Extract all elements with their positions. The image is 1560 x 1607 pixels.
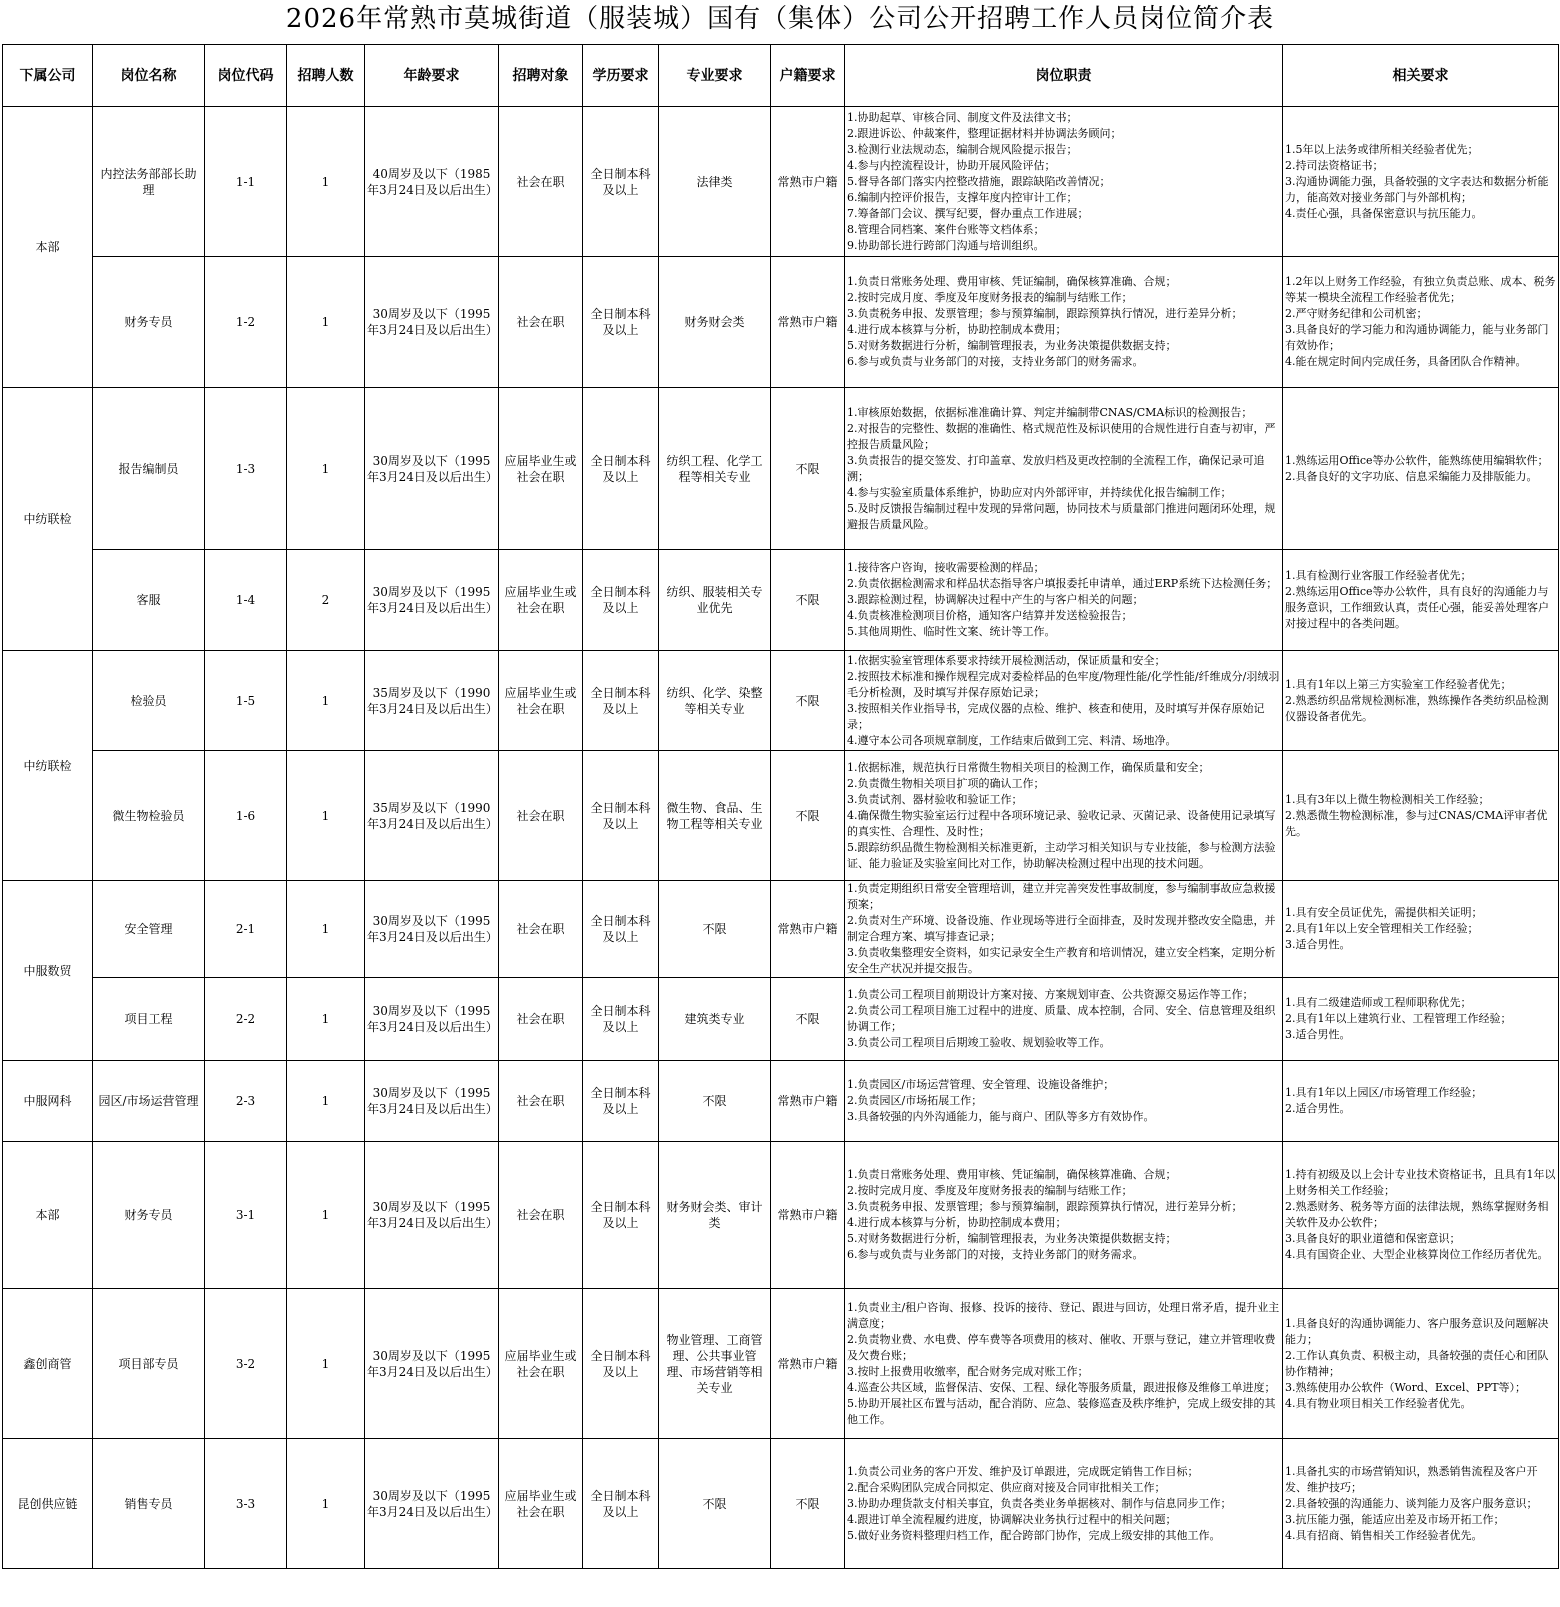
hukou-cell: [771, 1061, 845, 1142]
position-name-cell-text: 内控法务部部长助理: [100, 166, 197, 197]
position-name-cell-text: 微生物检验员: [112, 808, 185, 823]
recruit-target-cell: [499, 978, 583, 1061]
recruit-target-cell: [499, 751, 583, 881]
age-requirement-cell-text: 40周岁及以下（1985年3月24日及以后出生）: [367, 166, 498, 197]
recruit-target-cell-text: 社会在职: [516, 1012, 565, 1026]
age-requirement-cell: [365, 881, 499, 978]
hukou-cell: [771, 881, 845, 978]
recruit-target-cell-text: 社会在职: [516, 1094, 565, 1108]
hukou-cell: [771, 388, 845, 550]
position-code-cell: [205, 107, 287, 257]
requirements-cell-text: 1.具有检测行业客服工作经验者优先； 2.熟练运用Office等办公软件，具有良好的沟通能力与服务意识，工作细致认真，责任心强，能妥善处理客户对接过程中的各类问题。: [1285, 569, 1549, 630]
position-code-cell: [205, 1061, 287, 1142]
headcount-cell-text: 1: [321, 174, 330, 189]
headcount-cell-text: 1: [321, 1208, 330, 1222]
major-cell: [659, 1142, 771, 1289]
recruit-target-cell: [499, 651, 583, 751]
age-requirement-cell: [365, 550, 499, 651]
duties-cell: [845, 257, 1283, 388]
position-code-cell: [205, 1439, 287, 1569]
hukou-cell-text: 不限: [795, 1496, 820, 1511]
position-name-cell-text: 项目部专员: [118, 1356, 179, 1371]
age-requirement-cell-text: 30周岁及以下（1995年3月24日及以后出生）: [367, 914, 498, 944]
headcount-cell: [287, 550, 365, 651]
position-code-cell-text: 2-2: [235, 1012, 256, 1026]
position-name-cell: [93, 751, 205, 881]
position-name-cell: [93, 388, 205, 550]
position-name-cell-text: 销售专员: [124, 1496, 173, 1511]
major-cell-text: 财务财会类: [684, 315, 745, 329]
recruit-target-cell-text: 应届毕业生或社会在职: [504, 1488, 577, 1519]
hukou-cell-text: 常熟市户籍: [777, 315, 838, 329]
requirements-cell: [1283, 881, 1559, 978]
requirements-cell-text: 1.2年以上财务工作经验，有独立负责总账、成本、税务等某一模块全流程工作经验者优先； 2.严守财务纪律和公司机密； 3.具备良好的学习能力和沟通协调能力，能与业务部门有效协作； 4.能在规定时间内完成任务，具备团队合作精神。: [1285, 275, 1556, 368]
age-requirement-cell: [365, 1061, 499, 1142]
major-cell: [659, 257, 771, 388]
column-header: 户籍要求: [771, 45, 845, 107]
headcount-cell: [287, 881, 365, 978]
hukou-cell: [771, 550, 845, 651]
company-cell: [3, 388, 93, 651]
age-requirement-cell-text: 30周岁及以下（1995年3月24日及以后出生）: [367, 1488, 498, 1519]
position-name-cell: [93, 550, 205, 651]
headcount-cell: [287, 1439, 365, 1569]
education-cell: [583, 978, 659, 1061]
education-cell-text: 全日制本科及以上: [590, 685, 651, 716]
company-cell-text: 本部: [35, 1208, 60, 1222]
requirements-cell-text: 1.具备良好的沟通协调能力、客户服务意识及问题解决能力； 2.工作认真负责、积极主动，具备较强的责任心和团队协作精神； 3.熟练使用办公软件（Word、Excel、PPT等）； 4.具有物业项目相关工作经验者优先。: [1285, 1316, 1549, 1410]
requirements-cell-text: 1.5年以上法务或律所相关经验者优先； 2.持司法资格证书； 3.沟通协调能力强，具备较强的文字表达和数据分析能力，能高效对接业务部门与外部机构； 4.责任心强，具备保密意识与抗压能力。: [1285, 142, 1549, 220]
recruit-target-cell: [499, 550, 583, 651]
education-cell-text: 全日制本科及以上: [590, 1200, 651, 1230]
duties-cell-text: 1.负责公司工程项目前期设计方案对接、方案规划审查、公共资源交易运作等工作； 2.负责公司工程项目施工过程中的进度、质量、成本控制，合同、安全、信息管理及组织协调工作； 3.负责公司工程项目后期竣工验收、规划验收等工作。: [847, 988, 1276, 1049]
company-cell-text: 中纺联检: [23, 512, 72, 526]
position-code-cell: [205, 978, 287, 1061]
age-requirement-cell: [365, 1439, 499, 1569]
position-name-cell: [93, 1289, 205, 1439]
position-code-cell-text: 3-1: [235, 1208, 256, 1222]
major-cell-text: 不限: [702, 1094, 727, 1108]
positions-table: [2, 44, 1559, 1569]
company-cell: [3, 1289, 93, 1439]
duties-cell-text: 1.审核原始数据，依据标准准确计算、判定并编制带CNAS/CMA标识的检测报告； 2.对报告的完整性、数据的准确性、格式规范性及标识使用的合规性进行自查与初审，严控报告质量风险； 3.负责报告的提交签发、打印盖章、发放归档及更改控制的全流程工作，确保记录可追溯； 4.参与实验室质量体系维护，协助应对内外部评审，并持续优化报告编制工作； 5.及时反馈报告编制过程中发现的异常问题，协同技术与质量部门推进问题闭环处理，规避报告质量风险。: [847, 405, 1276, 531]
headcount-cell: [287, 257, 365, 388]
education-cell-text: 全日制本科及以上: [590, 1488, 651, 1519]
table-row: [3, 1439, 1559, 1569]
position-name-cell: [93, 257, 205, 388]
age-requirement-cell-text: 30周岁及以下（1995年3月24日及以后出生）: [367, 307, 498, 337]
education-cell-text: 全日制本科及以上: [590, 1348, 651, 1379]
headcount-cell-text: 2: [321, 593, 330, 607]
requirements-cell: [1283, 1289, 1559, 1439]
hukou-cell: [771, 651, 845, 751]
requirements-cell: [1283, 107, 1559, 257]
position-code-cell-text: 1-3: [235, 461, 256, 476]
recruit-target-cell-text: 社会在职: [516, 174, 565, 189]
duties-cell-text: 1.负责定期组织日常安全管理培训，建立并完善突发性事故制度，参与编制事故应急救援预案； 2.负责对生产环境、设备设施、作业现场等进行全面排查，及时发现并整改安全隐患，并制定合理方案、填写排查记录； 3.负责收集整理安全资料，如实记录安全生产教育和培训情况，建立安全档案，定期分析安全生产状况并提交报告。: [847, 882, 1276, 975]
requirements-cell: [1283, 1061, 1559, 1142]
major-cell: [659, 651, 771, 751]
company-cell-text: 本部: [35, 240, 60, 254]
recruit-target-cell: [499, 1439, 583, 1569]
company-cell: [3, 881, 93, 1061]
education-cell: [583, 257, 659, 388]
recruit-target-cell-text: 应届毕业生或社会在职: [504, 1348, 577, 1379]
company-cell-text: 鑫创商管: [23, 1356, 72, 1371]
table-row: [3, 978, 1559, 1061]
duties-cell-text: 1.依据实验室管理体系要求持续开展检测活动，保证质量和安全； 2.按照技术标准和操作规程完成对委检样品的色牢度/物理性能/化学性能/纤维成分/羽绒羽毛分析检测，及时填写并保存原始记录； 3.按照相关作业指导书，完成仪器的点检、维护、核查和使用，及时填写并保存原始记录； 4.遵守本公司各项规章制度，工作结束后做到工完、料清、场地净。: [847, 653, 1280, 747]
education-cell-text: 全日制本科及以上: [590, 800, 651, 831]
headcount-cell-text: 1: [321, 922, 330, 936]
position-code-cell: [205, 1289, 287, 1439]
position-name-cell-text: 财务专员: [124, 1208, 173, 1222]
hukou-cell: [771, 107, 845, 257]
education-cell-text: 全日制本科及以上: [590, 1086, 651, 1116]
position-name-cell-text: 报告编制员: [118, 461, 179, 476]
column-header: 相关要求: [1283, 45, 1559, 107]
education-cell: [583, 107, 659, 257]
requirements-cell-text: 1.具有二级建造师或工程师职称优先； 2.具有1年以上建筑行业、工程管理工作经验； 3.适合男性。: [1285, 996, 1512, 1041]
major-cell: [659, 1061, 771, 1142]
recruit-target-cell: [499, 388, 583, 550]
recruit-target-cell: [499, 881, 583, 978]
hukou-cell-text: 常熟市户籍: [777, 922, 838, 936]
requirements-cell: [1283, 751, 1559, 881]
major-cell: [659, 1439, 771, 1569]
major-cell: [659, 388, 771, 550]
hukou-cell-text: 不限: [795, 461, 820, 476]
education-cell-text: 全日制本科及以上: [590, 585, 651, 615]
column-header: 岗位名称: [93, 45, 205, 107]
table-row: [3, 881, 1559, 978]
duties-cell-text: 1.负责日常账务处理、费用审核、凭证编制，确保核算准确、合规； 2.按时完成月度、季度及年度财务报表的编制与结账工作； 3.负责税务申报、发票管理；参与预算编制，跟踪预算执行情况，进行差异分析； 4.进行成本核算与分析，协助控制成本费用； 5.对财务数据进行分析，编制管理报表，为业务决策提供数据支持； 6.参与或负责与业务部门的对接，支持业务部门的财务需求。: [847, 1168, 1243, 1261]
headcount-cell: [287, 651, 365, 751]
position-name-cell-text: 检验员: [130, 693, 167, 708]
education-cell: [583, 1439, 659, 1569]
table-row: [3, 651, 1559, 751]
age-requirement-cell-text: 35周岁及以下（1990年3月24日及以后出生）: [367, 685, 498, 716]
education-cell: [583, 1289, 659, 1439]
requirements-cell: [1283, 978, 1559, 1061]
company-cell-text: 中服数贸: [23, 963, 72, 978]
hukou-cell-text: 不限: [795, 1012, 820, 1026]
recruit-target-cell: [499, 107, 583, 257]
duties-cell-text: 1.依据标准，规范执行日常微生物相关项目的检测工作，确保质量和安全； 2.负责微生物相关项目扩项的确认工作； 3.负责试剂、器材验收和验证工作； 4.确保微生物实验室运行过程中各项环境记录、验收记录、灭菌记录、设备使用记录填写的真实性、合理性、及时性； 5.跟踪纺织品微生物检测相关标准更新，主动学习相关知识与专业技能，参与检测方法验证、能力验证及实验室间比对工作，协助解决检测过程中出现的技术问题。: [847, 760, 1276, 870]
age-requirement-cell: [365, 257, 499, 388]
requirements-cell-text: 1.具有安全员证优先，需提供相关证明； 2.具有1年以上安全管理相关工作经验； 3.适合男性。: [1285, 906, 1483, 951]
company-cell-text: 昆创供应链: [17, 1496, 78, 1511]
company-cell: [3, 107, 93, 388]
hukou-cell-text: 常熟市户籍: [777, 1208, 838, 1222]
duties-cell: [845, 751, 1283, 881]
hukou-cell-text: 不限: [795, 593, 820, 607]
headcount-cell-text: 1: [321, 1012, 330, 1026]
age-requirement-cell: [365, 107, 499, 257]
position-name-cell-text: 园区/市场运营管理: [98, 1094, 199, 1108]
hukou-cell-text: 不限: [795, 808, 820, 823]
position-code-cell: [205, 1142, 287, 1289]
company-cell: [3, 1142, 93, 1289]
age-requirement-cell-text: 30周岁及以下（1995年3月24日及以后出生）: [367, 1004, 498, 1034]
requirements-cell: [1283, 1439, 1559, 1569]
duties-cell-text: 1.负责日常账务处理、费用审核、凭证编制，确保核算准确、合规； 2.按时完成月度、季度及年度财务报表的编制与结账工作； 3.负责税务申报、发票管理；参与预算编制，跟踪预算执行情况，进行差异分析； 4.进行成本核算与分析，协助控制成本费用； 5.对财务数据进行分析，编制管理报表，为业务决策提供数据支持； 6.参与或负责与业务部门的对接，支持业务部门的财务需求。: [847, 275, 1243, 368]
recruit-target-cell-text: 社会在职: [516, 315, 565, 329]
position-name-cell: [93, 978, 205, 1061]
duties-cell: [845, 1061, 1283, 1142]
company-cell: [3, 651, 93, 881]
headcount-cell-text: 1: [321, 808, 330, 823]
age-requirement-cell: [365, 651, 499, 751]
position-code-cell-text: 2-3: [235, 1094, 256, 1108]
headcount-cell-text: 1: [321, 1356, 330, 1371]
duties-cell: [845, 388, 1283, 550]
duties-cell: [845, 107, 1283, 257]
duties-cell-text: 1.负责业主/租户咨询、报修、投诉的接待、登记、跟进与回访，处理日常矛盾，提升业主满意度； 2.负责物业费、水电费、停车费等各项费用的核对、催收、开票与登记，建立并管理收费及欠费台账； 3.按时上报费用收缴率，配合财务完成对账工作； 4.巡查公共区域，监督保洁、安保、工程、绿化等服务质量，跟进报修及维修工单进度； 5.协助开展社区布置与活动，配合消防、应急、装修巡查及秩序维护，完成上级安排的其他工作。: [847, 1300, 1280, 1426]
education-cell-text: 全日制本科及以上: [590, 453, 651, 484]
hukou-cell: [771, 1289, 845, 1439]
major-cell-text: 物业管理、工商管理、公共事业管理、市场营销等相关专业: [666, 1332, 763, 1395]
age-requirement-cell: [365, 1142, 499, 1289]
column-header: 岗位代码: [205, 45, 287, 107]
company-cell: [3, 1439, 93, 1569]
duties-cell: [845, 1142, 1283, 1289]
recruit-target-cell-text: 应届毕业生或社会在职: [504, 453, 577, 484]
recruit-target-cell-text: 社会在职: [516, 922, 565, 936]
hukou-cell: [771, 1439, 845, 1569]
age-requirement-cell: [365, 978, 499, 1061]
hukou-cell: [771, 751, 845, 881]
position-name-cell-text: 财务专员: [124, 315, 173, 329]
headcount-cell: [287, 1142, 365, 1289]
column-header: 下属公司: [3, 45, 93, 107]
recruit-target-cell-text: 社会在职: [516, 808, 565, 823]
position-code-cell: [205, 388, 287, 550]
table-row: [3, 1289, 1559, 1439]
table-row: [3, 388, 1559, 550]
hukou-cell-text: 常熟市户籍: [777, 1356, 838, 1371]
education-cell: [583, 881, 659, 978]
major-cell-text: 纺织、服装相关专业优先: [666, 585, 763, 615]
age-requirement-cell: [365, 1289, 499, 1439]
headcount-cell: [287, 751, 365, 881]
headcount-cell: [287, 107, 365, 257]
table-header: [3, 45, 1559, 107]
age-requirement-cell-text: 30周岁及以下（1995年3月24日及以后出生）: [367, 453, 498, 484]
column-header: 学历要求: [583, 45, 659, 107]
position-code-cell-text: 1-6: [235, 808, 256, 823]
position-code-cell-text: 3-2: [235, 1356, 256, 1371]
recruit-target-cell-text: 应届毕业生或社会在职: [504, 585, 577, 615]
headcount-cell: [287, 1289, 365, 1439]
major-cell-text: 不限: [702, 922, 727, 936]
major-cell-text: 纺织工程、化学工程等相关专业: [666, 453, 763, 484]
age-requirement-cell-text: 30周岁及以下（1995年3月24日及以后出生）: [367, 585, 498, 615]
major-cell: [659, 107, 771, 257]
position-code-cell-text: 3-3: [235, 1496, 256, 1511]
major-cell: [659, 881, 771, 978]
education-cell: [583, 1061, 659, 1142]
duties-cell: [845, 881, 1283, 978]
recruit-target-cell: [499, 1142, 583, 1289]
duties-cell-text: 1.负责园区/市场运营管理、安全管理、设施设备维护； 2.负责园区/市场拓展工作； 3.具备较强的内外沟通能力，能与商户、团队等多方有效协作。: [847, 1078, 1155, 1123]
education-cell: [583, 651, 659, 751]
major-cell-text: 建筑类专业: [684, 1012, 745, 1026]
age-requirement-cell-text: 35周岁及以下（1990年3月24日及以后出生）: [367, 800, 498, 831]
requirements-cell-text: 1.具有3年以上微生物检测相关工作经验； 2.熟悉微生物检测标准，参与过CNAS/CMA评审者优先。: [1285, 792, 1548, 838]
header-row: [3, 45, 1559, 107]
position-name-cell: [93, 1142, 205, 1289]
requirements-cell: [1283, 257, 1559, 388]
page-title: 2026年常熟市莫城街道（服装城）国有（集体）公司公开招聘工作人员岗位简介表: [285, 4, 1275, 34]
table-row: [3, 550, 1559, 651]
position-name-cell: [93, 1061, 205, 1142]
major-cell-text: 纺织、化学、染整等相关专业: [666, 685, 763, 716]
age-requirement-cell: [365, 388, 499, 550]
column-header: 年龄要求: [365, 45, 499, 107]
major-cell-text: 财务财会类、审计类: [666, 1200, 763, 1230]
major-cell-text: 法律类: [696, 174, 733, 189]
headcount-cell: [287, 978, 365, 1061]
hukou-cell: [771, 257, 845, 388]
age-requirement-cell-text: 30周岁及以下（1995年3月24日及以后出生）: [367, 1348, 498, 1379]
hukou-cell: [771, 978, 845, 1061]
headcount-cell-text: 1: [321, 693, 330, 708]
major-cell-text: 不限: [702, 1496, 727, 1511]
position-name-cell-text: 安全管理: [124, 922, 173, 936]
education-cell-text: 全日制本科及以上: [590, 166, 651, 197]
education-cell-text: 全日制本科及以上: [590, 307, 651, 337]
headcount-cell-text: 1: [321, 461, 330, 476]
hukou-cell: [771, 1142, 845, 1289]
requirements-cell: [1283, 651, 1559, 751]
hukou-cell-text: 常熟市户籍: [777, 1094, 838, 1108]
duties-cell-text: 1.协助起草、审核合同、制度文件及法律文书； 2.跟进诉讼、仲裁案件，整理证据材料并协调法务顾问； 3.检测行业法规动态，编制合规风险提示报告； 4.参与内控流程设计，协助开展风险评估； 5.督导各部门落实内控整改措施，跟踪缺陷改善情况； 6.编制内控评价报告，支撑年度内控审计工作； 7.筹备部门会议、撰写纪要，督办重点工作进展； 8.管理合同档案、案件台账等文档体系； 9.协助部长进行跨部门沟通与培训组织。: [847, 110, 1122, 252]
education-cell: [583, 388, 659, 550]
position-code-cell: [205, 550, 287, 651]
table-body: [3, 107, 1559, 1569]
age-requirement-cell: [365, 751, 499, 881]
headcount-cell: [287, 1061, 365, 1142]
major-cell: [659, 751, 771, 881]
recruit-target-cell-text: 社会在职: [516, 1208, 565, 1222]
company-cell-text: 中服网科: [23, 1094, 72, 1108]
position-name-cell-text: 客服: [136, 593, 161, 607]
position-name-cell: [93, 107, 205, 257]
position-code-cell-text: 1-5: [235, 693, 256, 708]
table-row: [3, 107, 1559, 257]
major-cell-text: 微生物、食品、生物工程等相关专业: [666, 800, 763, 831]
position-name-cell: [93, 651, 205, 751]
hukou-cell-text: 不限: [795, 693, 820, 708]
requirements-cell-text: 1.具有1年以上园区/市场管理工作经验； 2.适合男性。: [1285, 1086, 1483, 1115]
requirements-cell-text: 1.熟练运用Office等办公软件，能熟练使用编辑软件； 2.具备良好的文字功底、信息采编能力及排版能力。: [1285, 453, 1549, 483]
recruit-target-cell: [499, 1289, 583, 1439]
company-cell-text: 中纺联检: [23, 758, 72, 773]
duties-cell: [845, 651, 1283, 751]
position-code-cell-text: 1-2: [235, 315, 256, 329]
education-cell-text: 全日制本科及以上: [590, 914, 651, 944]
requirements-cell: [1283, 550, 1559, 651]
requirements-cell: [1283, 1142, 1559, 1289]
duties-cell: [845, 1289, 1283, 1439]
headcount-cell: [287, 388, 365, 550]
table-row: [3, 257, 1559, 388]
table-row: [3, 1142, 1559, 1289]
headcount-cell-text: 1: [321, 1496, 330, 1511]
major-cell: [659, 1289, 771, 1439]
company-cell: [3, 1061, 93, 1142]
position-code-cell: [205, 257, 287, 388]
position-code-cell-text: 1-4: [235, 593, 256, 607]
education-cell: [583, 1142, 659, 1289]
duties-cell: [845, 1439, 1283, 1569]
column-header: 岗位职责: [845, 45, 1283, 107]
position-name-cell-text: 项目工程: [124, 1012, 173, 1026]
table-row: [3, 751, 1559, 881]
position-code-cell: [205, 881, 287, 978]
duties-cell: [845, 550, 1283, 651]
major-cell: [659, 550, 771, 651]
requirements-cell-text: 1.具备扎实的市场营销知识，熟悉销售流程及客户开发、维护技巧； 2.具备较强的沟通能力、谈判能力及客户服务意识； 3.抗压能力强，能适应出差及市场开拓工作； 4.具有招商、销售相关工作经验者优先。: [1285, 1464, 1538, 1542]
position-name-cell: [93, 1439, 205, 1569]
hukou-cell-text: 常熟市户籍: [777, 174, 838, 189]
duties-cell: [845, 978, 1283, 1061]
requirements-cell-text: 1.具有1年以上第三方实验室工作经验者优先； 2.熟悉纺织品常规检测标准，熟练操作各类纺织品检测仪器设备者优先。: [1285, 677, 1549, 723]
age-requirement-cell-text: 30周岁及以下（1995年3月24日及以后出生）: [367, 1200, 498, 1230]
education-cell-text: 全日制本科及以上: [590, 1004, 651, 1034]
position-code-cell: [205, 751, 287, 881]
position-name-cell: [93, 881, 205, 978]
duties-cell-text: 1.负责公司业务的客户开发、维护及订单跟进，完成既定销售工作目标； 2.配合采购团队完成合同拟定、供应商对接及合同审批相关工作； 3.协助办理货款支付相关事宜，负责各类业务单据核对、制作与信息同步工作； 4.跟进订单全流程履约进度，协调解决业务执行过程中的相关问题； 5.做好业务资料整理归档工作，配合跨部门协作，完成上级安排的其他工作。: [847, 1464, 1232, 1542]
requirements-cell-text: 1.持有初级及以上会计专业技术资格证书，且具有1年以上财务相关工作经验； 2.熟悉财务、税务等方面的法律法规，熟练掌握财务相关软件及办公软件； 3.具备良好的职业道德和保密意识； 4.具有国资企业、大型企业核算岗位工作经历者优先。: [1285, 1168, 1556, 1261]
age-requirement-cell-text: 30周岁及以下（1995年3月24日及以后出生）: [367, 1086, 498, 1116]
position-code-cell-text: 2-1: [235, 922, 256, 936]
education-cell: [583, 550, 659, 651]
position-code-cell-text: 1-1: [235, 174, 256, 189]
recruit-target-cell: [499, 1061, 583, 1142]
table-row: [3, 1061, 1559, 1142]
major-cell: [659, 978, 771, 1061]
education-cell: [583, 751, 659, 881]
column-header: 专业要求: [659, 45, 771, 107]
recruit-target-cell-text: 应届毕业生或社会在职: [504, 685, 577, 716]
headcount-cell-text: 1: [321, 1094, 330, 1108]
position-code-cell: [205, 651, 287, 751]
requirements-cell: [1283, 388, 1559, 550]
recruit-target-cell: [499, 257, 583, 388]
headcount-cell-text: 1: [321, 315, 330, 329]
column-header: 招聘对象: [499, 45, 583, 107]
column-header: 招聘人数: [287, 45, 365, 107]
duties-cell-text: 1.接待客户咨询，接收需要检测的样品； 2.负责依据检测需求和样品状态指导客户填报委托申请单，通过ERP系统下达检测任务； 3.跟踪检测过程，协调解决过程中产生的与客户相关的问题； 4.负责核准检测项目价格，通知客户结算并发送检验报告； 5.其他周期性、临时性文案、统计等工作。: [847, 561, 1278, 638]
